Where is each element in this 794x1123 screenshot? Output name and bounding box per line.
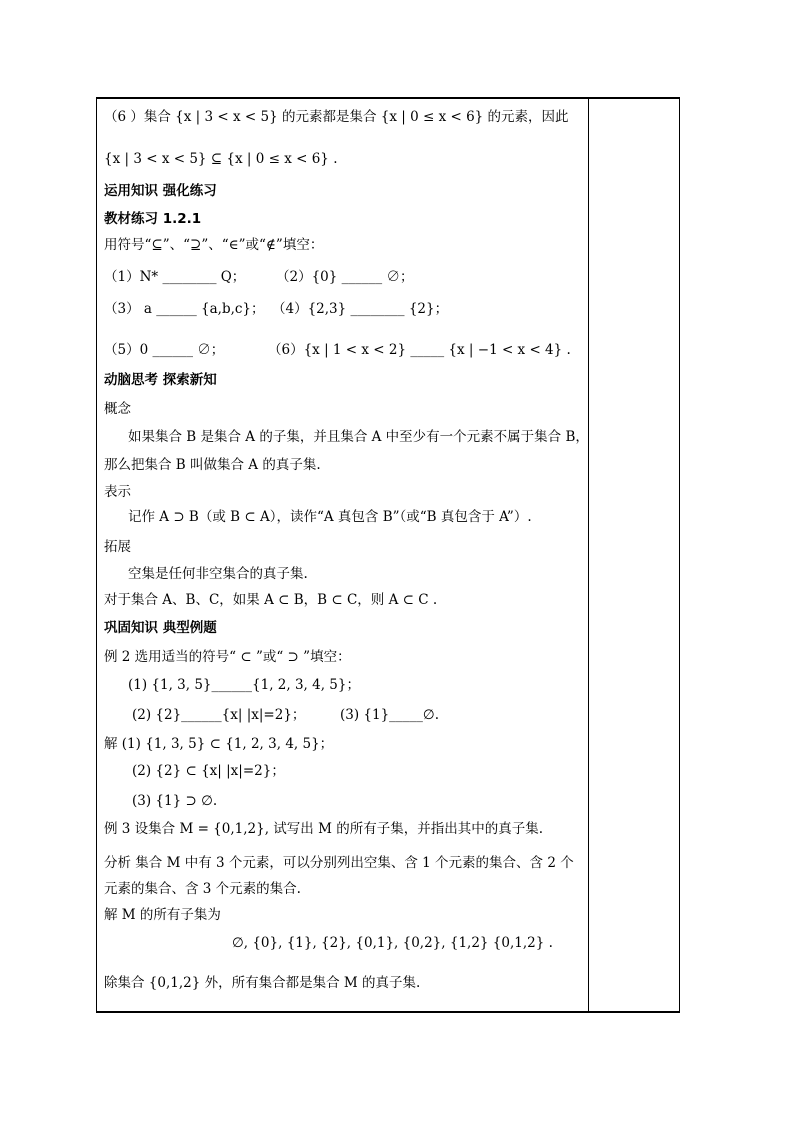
notation-text: 记作 A ⊃ B（或 B ⊂ A），读作“A 真包含 B”（或“B 真包含于 A”）. <box>128 509 532 525</box>
example-2-item-1: (1) {1, 3, 5}______{1, 2, 3, 4, 5}； <box>128 677 360 693</box>
exercise-item-4: （4）{2,3} ________ {2}； <box>272 301 449 317</box>
extension-text-2: 对于集合 A、B、C，如果 A ⊂ B，B ⊂ C，则 A ⊂ C . <box>104 592 438 608</box>
exercise-item-1: （1）N* ________ Q； <box>104 269 246 285</box>
concept-text-1: 如果集合 B 是集合 A 的子集，并且集合 A 中至少有一个元素不属于集合 B， <box>128 429 589 445</box>
content-table <box>96 97 680 1013</box>
text-line-1: （6 ）集合 {x | 3 < x < 5} 的元素都是集合 {x | 0 ≤ x < 6} 的元素，因此 <box>104 109 569 125</box>
example-2-item-3: (3) {1}_____∅. <box>340 707 439 723</box>
analysis-line-1: 分析 集合 M 中有 3 个元素，可以分别列出空集、含 1 个元素的集合、含 2 个 <box>104 855 574 871</box>
subheading-extension: 拓展 <box>104 539 131 555</box>
solution-3-conclusion: 除集合 {0,1,2} 外，所有集合都是集合 M 的真子集. <box>104 975 421 991</box>
exercise-heading: 教材练习 1.2.1 <box>104 211 202 227</box>
analysis-line-2: 元素的集合、含 3 个元素的集合. <box>104 881 301 897</box>
text-line-2: {x | 3 < x < 5} ⊆ {x | 0 ≤ x < 6} . <box>104 151 338 167</box>
section-heading-explore: 动脑思考 探索新知 <box>104 372 217 388</box>
exercise-instruction: 用符号“⊆”、“⊇”、“∈”或“∉”填空： <box>104 237 324 253</box>
solution-3-line-1: 解 M 的所有子集为 <box>104 907 221 923</box>
example-3-prompt: 例 3 设集合 M = {0,1,2}, 试写出 M 的所有子集，并指出其中的真子集. <box>104 821 543 837</box>
example-2-item-2: (2) {2}______{x| |x|=2}； <box>132 707 306 723</box>
subheading-concept: 概念 <box>104 401 131 417</box>
exercise-item-6: （6）{x | 1 < x < 2} _____ {x | −1 < x < 4} . <box>268 342 571 358</box>
subsets-list: ∅, {0}, {1}, {2}, {0,1}, {0,2}, {1,2} {0,1,2} . <box>232 935 553 951</box>
example-2-prompt: 例 2 选用适当的符号“ ⊂ ”或“ ⊃ ”填空： <box>104 649 351 665</box>
column-divider <box>588 99 589 1011</box>
solution-2-line-3: (3) {1} ⊃ ∅. <box>132 793 218 809</box>
subheading-notation: 表示 <box>104 484 131 500</box>
solution-2-line-1: 解 (1) {1, 3, 5} ⊂ {1, 2, 3, 4, 5}； <box>104 736 334 752</box>
section-heading-examples: 巩固知识 典型例题 <box>104 620 217 636</box>
section-heading-practice: 运用知识 强化练习 <box>104 183 217 199</box>
solution-2-line-2: (2) {2} ⊂ {x| |x|=2}； <box>132 763 285 779</box>
exercise-item-5: （5）0 ______ ∅； <box>104 342 225 358</box>
extension-text-1: 空集是任何非空集合的真子集. <box>128 566 308 582</box>
exercise-item-2: （2）{0} ______ ∅； <box>276 269 414 285</box>
exercise-item-3: （3） a ______ {a,b,c}； <box>104 301 265 317</box>
concept-text-2: 那么把集合 B 叫做集合 A 的真子集. <box>104 457 321 473</box>
